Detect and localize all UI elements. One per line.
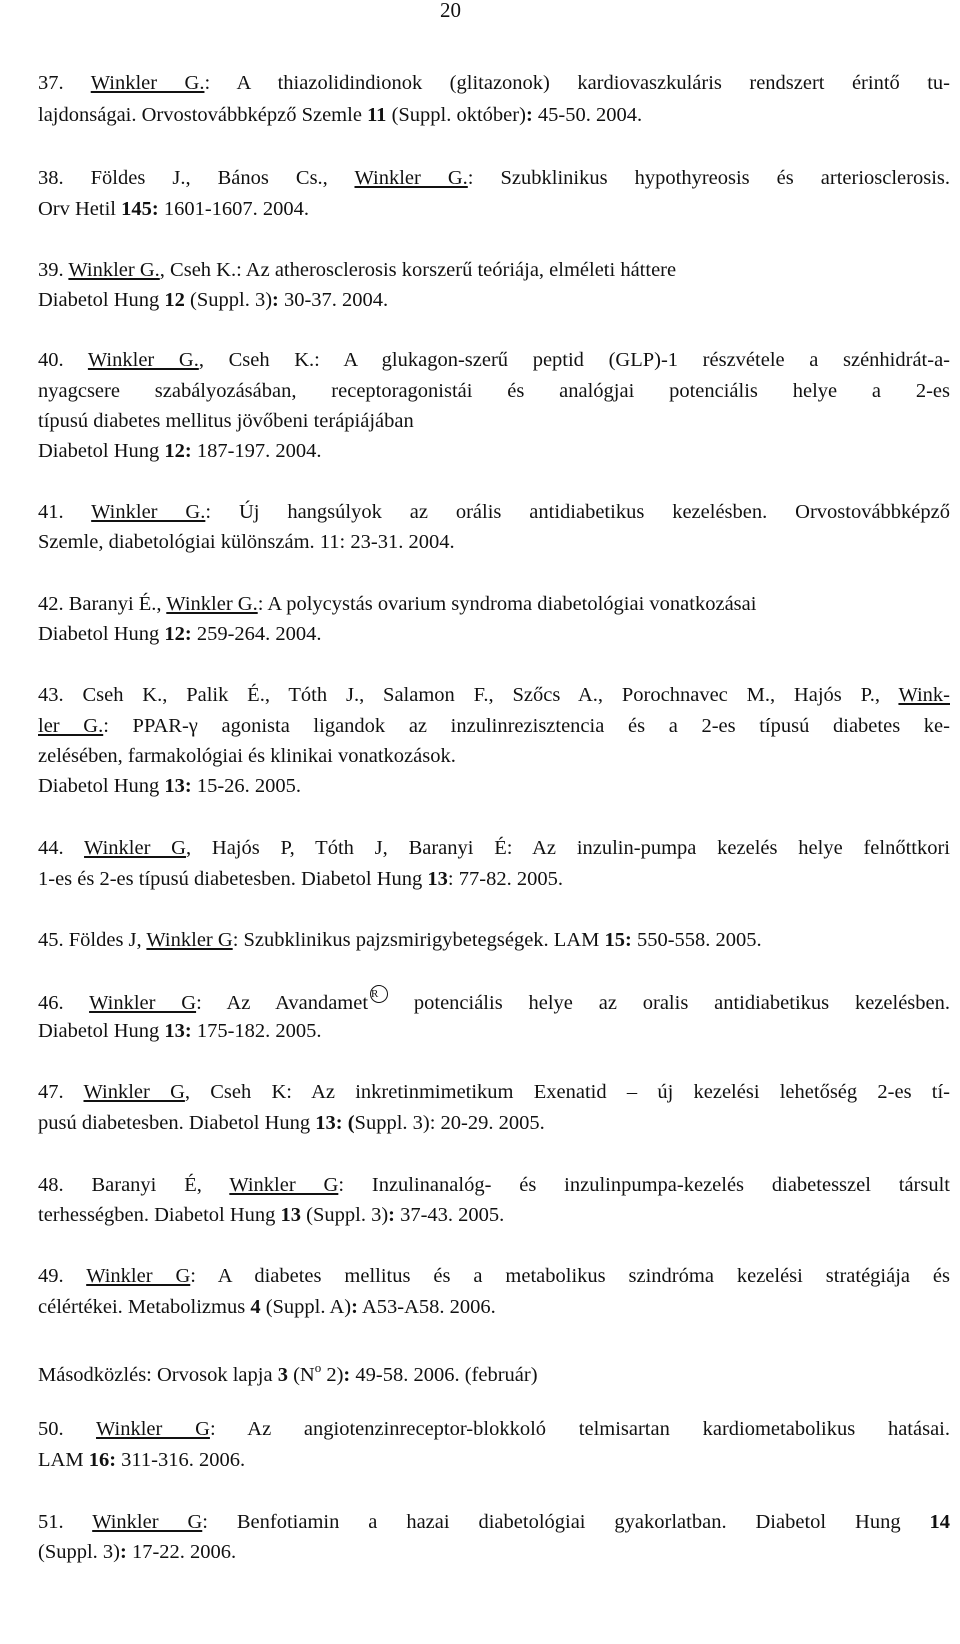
reference-text: Orv Hetil bbox=[38, 198, 122, 220]
reference-line bbox=[38, 771, 950, 801]
author-name-underlined: Winkler G bbox=[96, 1418, 210, 1440]
reference-line bbox=[38, 100, 950, 130]
page-number: 20 bbox=[440, 0, 461, 22]
volume-number: : bbox=[343, 1364, 351, 1386]
reference-text: típusú diabetes mellitus jövőbeni terápiájában bbox=[38, 410, 414, 432]
volume-number: 14 bbox=[929, 1511, 950, 1533]
reference-text: 42. Baranyi É., bbox=[38, 593, 167, 615]
reference-text: 47. bbox=[38, 1081, 84, 1103]
reference-text: 46. bbox=[38, 992, 90, 1014]
reference-line bbox=[38, 864, 950, 894]
author-name-underlined: Wink- bbox=[898, 684, 950, 706]
reference-text: 17-22. 2006. bbox=[126, 1541, 237, 1563]
reference-text: : Új hangsúlyok az orális antidiabetikus kezelésben. Orvostovábbképző bbox=[205, 501, 950, 523]
reference-line bbox=[38, 1414, 950, 1444]
reference-text: 1601-1607. 2004. bbox=[158, 198, 310, 220]
reference-text: 45. Földes J, bbox=[38, 929, 147, 951]
author-name-underlined: Winkler G bbox=[92, 1511, 203, 1533]
author-name-underlined: Winkler G bbox=[229, 1174, 339, 1196]
reference-text: Diabetol Hung bbox=[38, 289, 165, 311]
reference-line bbox=[38, 680, 950, 710]
reference-line bbox=[38, 194, 950, 224]
reference-line bbox=[38, 255, 950, 285]
reference-text: , Hajós P, Tóth J, Baranyi É: Az inzulin-pumpa kezelés helye felnőttkori bbox=[185, 837, 950, 859]
reference-text: Szemle, diabetológiai különszám. 11: 23-31. 2004. bbox=[38, 531, 455, 553]
reference-text: 51. bbox=[38, 1511, 93, 1533]
reference-line bbox=[38, 925, 950, 955]
reference-text: (Suppl. 3) bbox=[301, 1204, 389, 1226]
volume-number: 13: ( bbox=[315, 1112, 355, 1134]
reference-text: LAM bbox=[38, 1449, 89, 1471]
reference-text: , Cseh K.: A glukagon-szerű peptid (GLP)-1 részvétele a szénhidrát-a- bbox=[198, 349, 950, 371]
reference-text: 49-58. 2006. (február) bbox=[350, 1364, 538, 1386]
reference-line bbox=[38, 1077, 950, 1107]
reference-text: Másodközlés: Orvosok lapja bbox=[38, 1364, 278, 1386]
registered-mark-icon: R bbox=[370, 985, 388, 1003]
reference-text: Diabetol Hung bbox=[38, 1020, 165, 1042]
reference-line bbox=[38, 833, 950, 863]
reference-text: : Az Avandamet bbox=[196, 992, 369, 1014]
reference-line bbox=[38, 406, 950, 436]
reference-text: 550-558. 2005. bbox=[631, 929, 762, 951]
reference-text: 44. bbox=[38, 837, 85, 859]
author-name-underlined: Winkler G. bbox=[354, 167, 468, 189]
reference-line bbox=[38, 1261, 950, 1291]
reference-text: 40. bbox=[38, 349, 88, 371]
reference-text: : A polycystás ovarium syndroma diabetológiai vonatkozásai bbox=[257, 593, 757, 615]
reference-text: 187-197. 2004. bbox=[191, 440, 322, 462]
reference-line bbox=[38, 1016, 950, 1046]
volume-number: 13: bbox=[164, 775, 192, 797]
volume-number: 13 bbox=[280, 1204, 302, 1226]
reference-text: 43. Cseh K., Palik É., Tóth J., Salamon F., Szőcs A., Porochnavec M., Hajós P., bbox=[38, 684, 899, 706]
reference-line bbox=[38, 1353, 950, 1390]
reference-line bbox=[38, 1507, 950, 1537]
volume-number: 11 bbox=[367, 104, 387, 126]
reference-text: 259-264. 2004. bbox=[191, 623, 322, 645]
reference-text: nyagcsere szabályozásában, receptoragonistái és analógjai potenciális helye a 2-es bbox=[38, 380, 950, 402]
reference-line bbox=[38, 345, 950, 375]
reference-text: : 77-82. 2005. bbox=[447, 868, 563, 890]
volume-number: 13 bbox=[427, 868, 448, 890]
reference-text: Suppl. 3): 20-29. 2005. bbox=[354, 1112, 545, 1134]
reference-text: lajdonságai. Orvostovábbképző Szemle bbox=[38, 104, 368, 126]
author-name-underlined: Winkler G bbox=[89, 992, 197, 1014]
reference-line bbox=[38, 985, 950, 1018]
reference-line bbox=[38, 1200, 950, 1230]
reference-text: Diabetol Hung bbox=[38, 623, 165, 645]
reference-line bbox=[38, 497, 950, 527]
volume-number: 4 bbox=[250, 1296, 261, 1318]
volume-number: : bbox=[388, 1204, 395, 1226]
author-name-underlined: Winkler G. bbox=[90, 72, 205, 94]
reference-line bbox=[38, 376, 950, 406]
reference-text: 41. bbox=[38, 501, 92, 523]
reference-text: (Suppl. 3) bbox=[184, 289, 273, 311]
author-name-underlined: Winkler G. bbox=[166, 593, 258, 615]
reference-text: Diabetol Hung bbox=[38, 440, 165, 462]
author-name-underlined: Winkler G bbox=[146, 929, 233, 951]
volume-number: 13: bbox=[164, 1020, 192, 1042]
reference-text: 48. Baranyi É, bbox=[38, 1174, 230, 1196]
volume-number: 15: bbox=[604, 929, 632, 951]
author-name-underlined: Winkler G bbox=[86, 1265, 191, 1287]
reference-text: 45-50. 2004. bbox=[532, 104, 643, 126]
reference-text: Diabetol Hung bbox=[38, 775, 165, 797]
reference-text: (Suppl. október) bbox=[386, 104, 526, 126]
volume-number: 12: bbox=[164, 623, 192, 645]
author-name-underlined: Winkler G. bbox=[68, 259, 160, 281]
reference-text: célértékei. Metabolizmus bbox=[38, 1296, 251, 1318]
volume-number: 12: bbox=[164, 440, 192, 462]
reference-line bbox=[38, 436, 950, 466]
reference-line bbox=[38, 285, 950, 315]
reference-text: : Benfotiamin a hazai diabetológiai gyakorlatban. Diabetol Hung bbox=[202, 1511, 930, 1533]
reference-line bbox=[38, 1292, 950, 1322]
reference-text: : Szubklinikus pajzsmirigybetegségek. LAM bbox=[232, 929, 605, 951]
reference-line bbox=[38, 1170, 950, 1200]
reference-text: 37. bbox=[38, 72, 91, 94]
reference-text: 2) bbox=[321, 1364, 344, 1386]
reference-text: (Suppl. 3) bbox=[38, 1541, 120, 1563]
reference-line bbox=[38, 711, 950, 741]
reference-text: pusú diabetesben. Diabetol Hung bbox=[38, 1112, 316, 1134]
reference-text: zelésében, farmakológiai és klinikai vonatkozások. bbox=[38, 745, 456, 767]
reference-text: potenciális helye az oralis antidiabetikus kezelésben. bbox=[388, 992, 950, 1014]
author-name-underlined: ler G. bbox=[38, 715, 104, 737]
volume-number: 12 bbox=[164, 289, 185, 311]
reference-line bbox=[38, 1537, 950, 1567]
reference-line bbox=[38, 741, 950, 771]
reference-text: , Cseh K.: Az atherosclerosis korszerű teóriája, elméleti háttere bbox=[159, 259, 677, 281]
reference-text: (Suppl. A) bbox=[260, 1296, 352, 1318]
reference-line bbox=[38, 1445, 950, 1475]
volume-number: : bbox=[351, 1296, 358, 1318]
reference-line bbox=[38, 589, 950, 619]
reference-text: 49. bbox=[38, 1265, 87, 1287]
reference-text: , Cseh K: Az inkretinmimetikum Exenatid – új kezelési lehetőség 2-es tí- bbox=[184, 1081, 950, 1103]
author-name-underlined: Winkler G. bbox=[91, 501, 206, 523]
reference-line bbox=[38, 619, 950, 649]
reference-line bbox=[38, 163, 950, 193]
author-name-underlined: Winkler G bbox=[84, 837, 186, 859]
reference-text: : Szubklinikus hypothyreosis és arteriosclerosis. bbox=[467, 167, 951, 189]
reference-text: : PPAR-γ agonista ligandok az inzulinrezisztencia és a 2-es típusú diabetes ke- bbox=[103, 715, 950, 737]
volume-number: 3 bbox=[277, 1364, 288, 1386]
reference-text: (N bbox=[287, 1364, 315, 1386]
reference-line bbox=[38, 1108, 950, 1138]
reference-text: 175-182. 2005. bbox=[191, 1020, 322, 1042]
reference-text: : A thiazolidindionok (glitazonok) kardiovaszkuláris rendszert érintő tu- bbox=[204, 72, 950, 94]
reference-text: 311-316. 2006. bbox=[116, 1449, 246, 1471]
reference-line bbox=[38, 68, 950, 98]
reference-text: : Inzulinanalóg- és inzulinpumpa-kezelés diabetesszel társult bbox=[338, 1174, 950, 1196]
reference-text: terhességben. Diabetol Hung bbox=[38, 1204, 281, 1226]
reference-text: A53-A58. 2006. bbox=[357, 1296, 496, 1318]
reference-text: 15-26. 2005. bbox=[191, 775, 302, 797]
volume-number: 145: bbox=[121, 198, 159, 220]
reference-text: 50. bbox=[38, 1418, 97, 1440]
reference-text: : A diabetes mellitus és a metabolikus szindróma kezelési stratégiája és bbox=[190, 1265, 951, 1287]
reference-text: 1-es és 2-es típusú diabetesben. Diabetol Hung bbox=[38, 868, 428, 890]
volume-number: : bbox=[525, 104, 533, 126]
reference-text: 37-43. 2005. bbox=[394, 1204, 505, 1226]
author-name-underlined: Winkler G. bbox=[87, 349, 199, 371]
reference-text: : Az angiotenzinreceptor-blokkoló telmisartan kardiometabolikus hatásai. bbox=[209, 1418, 950, 1440]
volume-number: : bbox=[272, 289, 279, 311]
volume-number: : bbox=[120, 1541, 127, 1563]
superscript: o bbox=[314, 1360, 322, 1375]
reference-text: 39. bbox=[38, 259, 69, 281]
reference-text: 30-37. 2004. bbox=[278, 289, 389, 311]
author-name-underlined: Winkler G bbox=[83, 1081, 185, 1103]
reference-line bbox=[38, 527, 950, 557]
reference-text: 38. Földes J., Bános Cs., bbox=[38, 167, 355, 189]
volume-number: 16: bbox=[88, 1449, 117, 1471]
